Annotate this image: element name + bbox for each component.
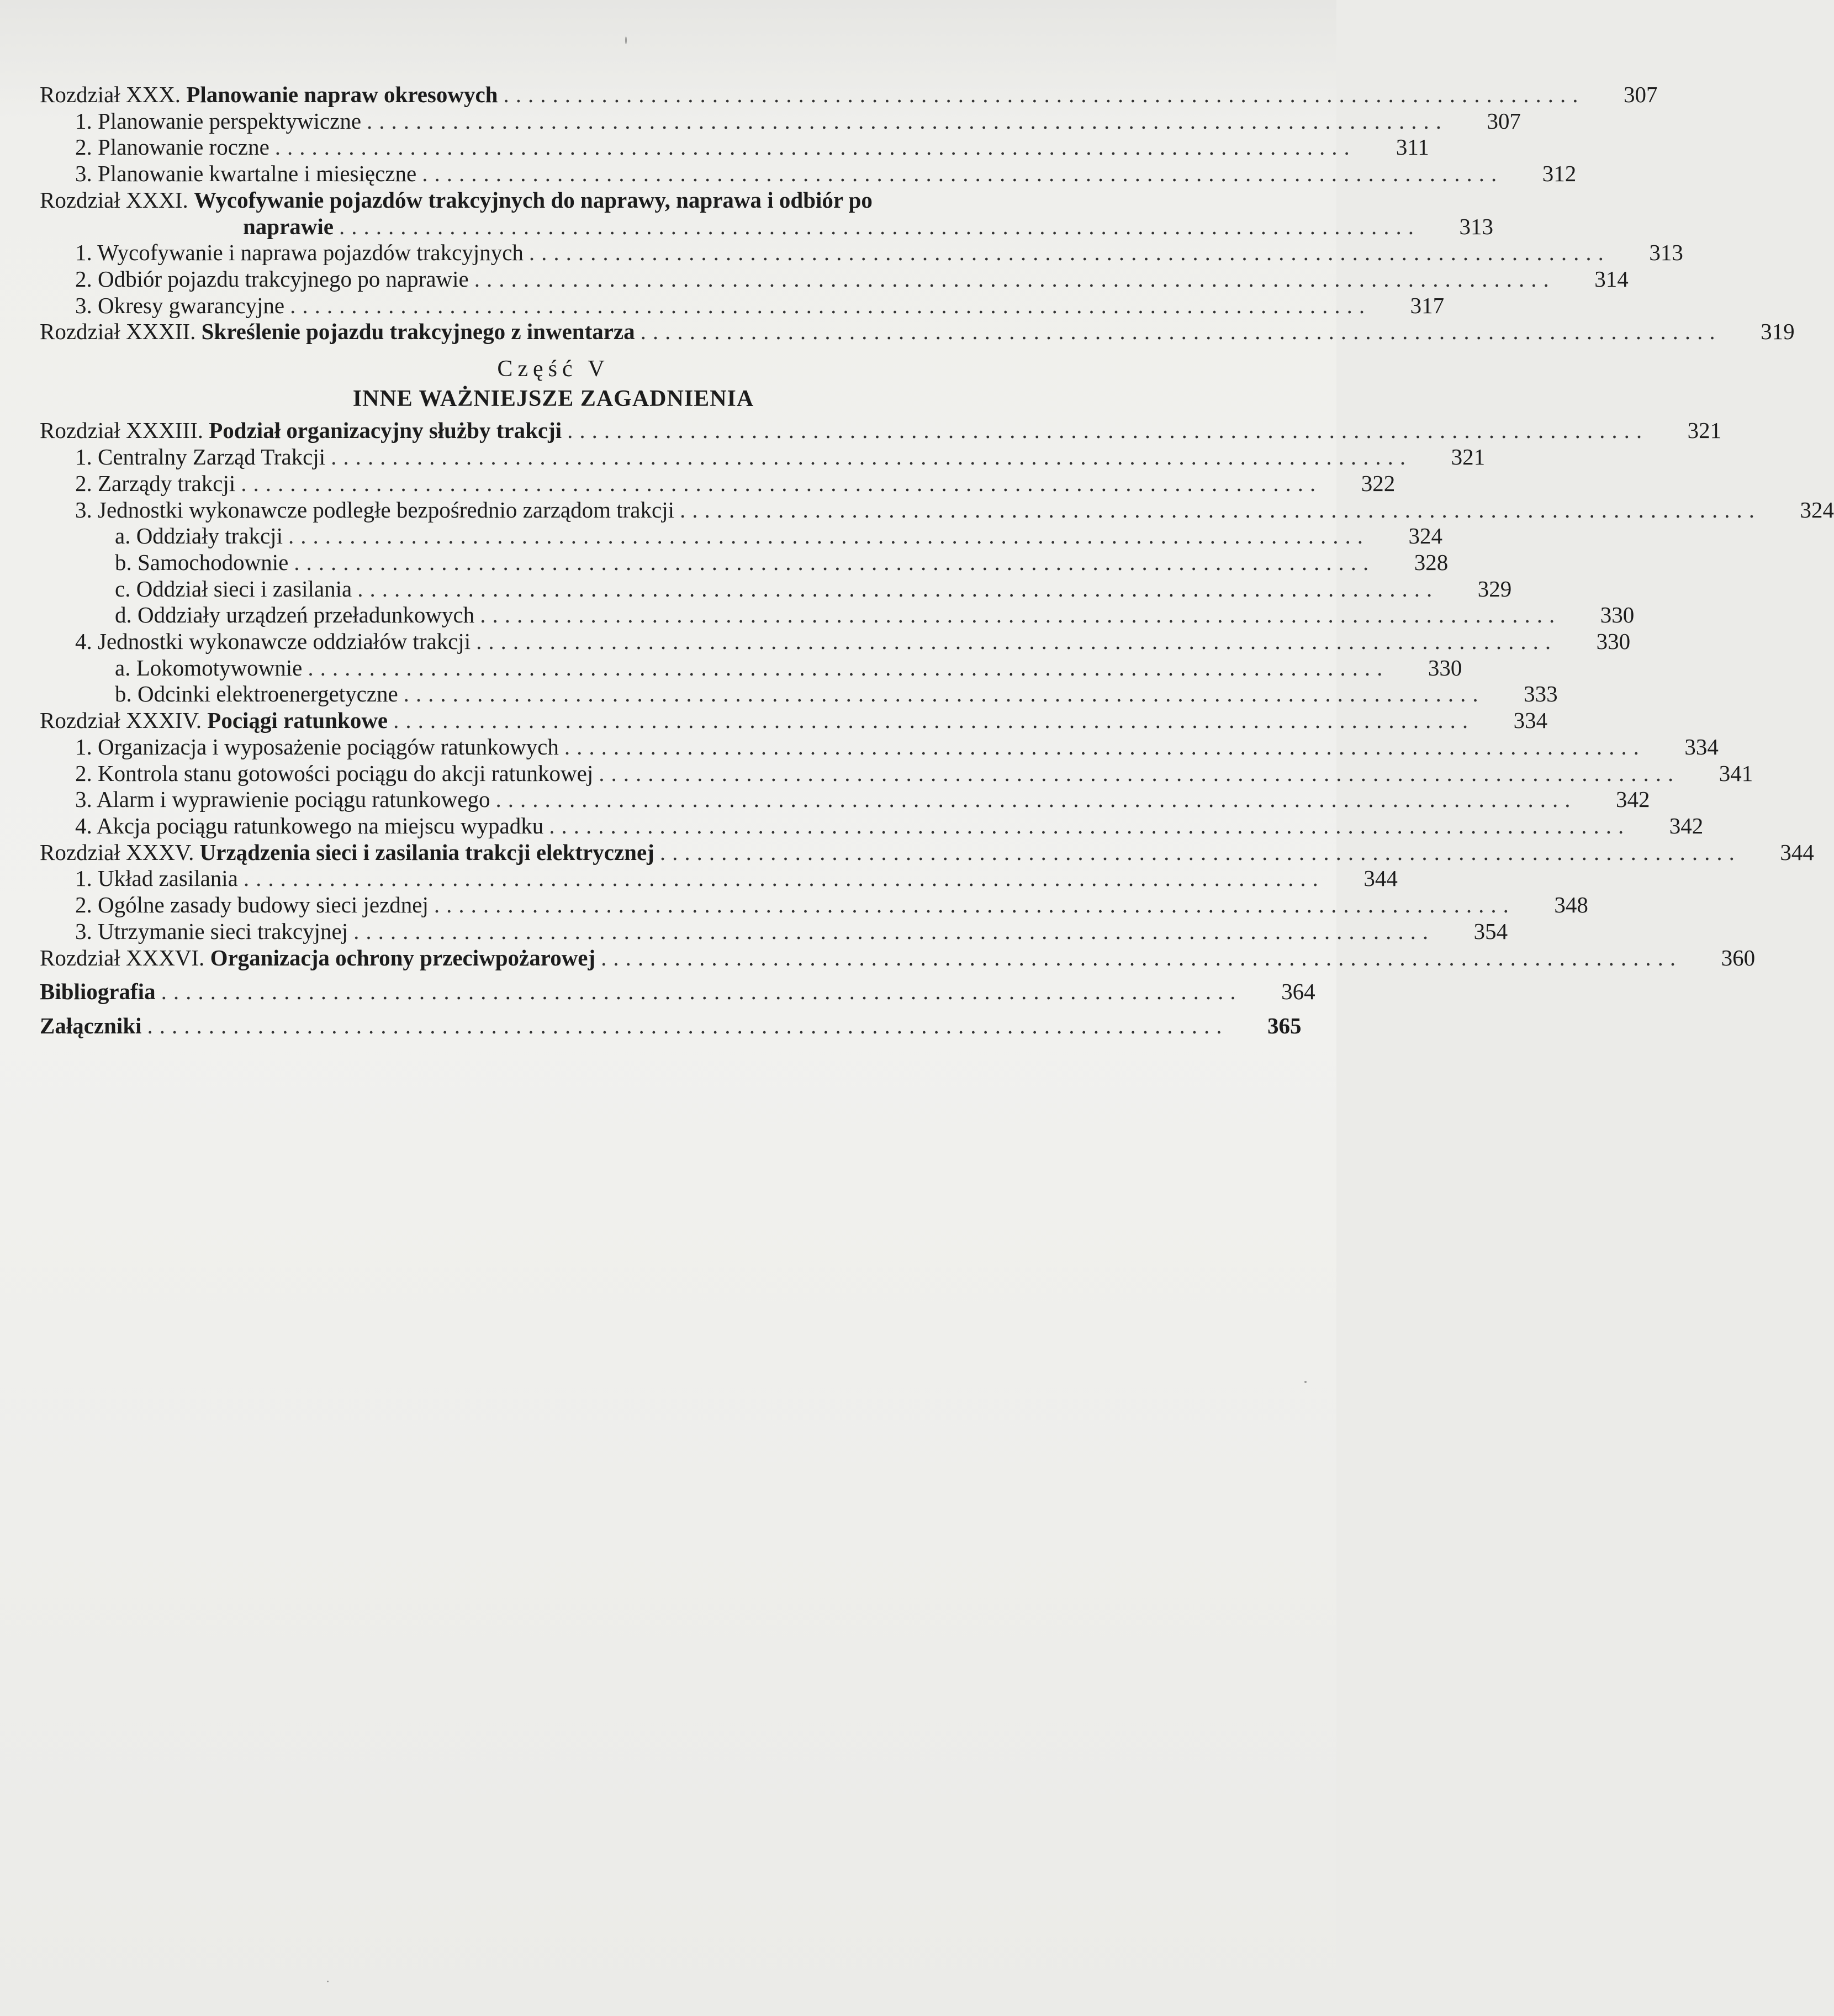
toc-entry: 3. Okresy gwarancyjne ........................................................................................ 317: [75, 292, 1445, 318]
toc-chapter-30: Rozdział XXX. Planowanie napraw okresowych ........................................................................................ 307: [40, 82, 1658, 107]
toc-entry: 1. Układ zasilania ........................................................................................ 344: [75, 865, 1398, 891]
paper-speck: [625, 36, 627, 44]
toc-subentry: b. Samochodownie ........................................................................................ 328: [115, 549, 1449, 575]
toc-entry: 4. Jednostki wykonawcze oddziałów trakcji ........................................................................................ 330: [75, 629, 1631, 655]
toc-chapter-33: Rozdział XXXIII. Podział organizacyjny służby trakcji ........................................................................................ 321: [40, 418, 1722, 444]
toc-attachments: Załączniki ........................................................................................ 365: [40, 1012, 1302, 1038]
page-number: 307: [1623, 82, 1658, 107]
toc-entry: 1. Planowanie perspektywiczne ........................................................................................ 307: [75, 108, 1521, 134]
toc-entry: 2. Zarządy trakcji ........................................................................................ 322: [75, 470, 1396, 496]
toc-subentry: c. Oddział sieci i zasilania ........................................................................................ 329: [115, 576, 1512, 601]
toc-entry: 2. Odbiór pojazdu trakcyjnego po naprawie ........................................................................................ 314: [75, 266, 1629, 292]
part-heading: Część V: [497, 356, 610, 382]
toc-entry: 1. Wycofywanie i naprawa pojazdów trakcyjnych ........................................................................................ 313: [75, 240, 1683, 266]
toc-chapter-31-continued: naprawie ........................................................................................ 313: [243, 213, 1493, 239]
toc-chapter-35: Rozdział XXXV. Urządzenia sieci i zasilania trakcji elektrycznej ........................................................................................ 344: [40, 839, 1814, 865]
toc-entry: 2. Ogólne zasady budowy sieci jezdnej ........................................................................................ 348: [75, 892, 1588, 918]
toc-entry: 3. Planowanie kwartalne i miesięczne ........................................................................................ 312: [75, 161, 1577, 187]
toc-chapter-34: Rozdział XXXIV. Pociągi ratunkowe ........................................................................................ 334: [40, 708, 1548, 733]
toc-chapter-32: Rozdział XXXII. Skreślenie pojazdu trakcyjnego z inwentarza ........................................................................................ 319: [40, 319, 1795, 345]
toc-entry: 3. Jednostki wykonawcze podległe bezpośrednio zarządom trakcji ........................................................................................ 324: [75, 497, 1834, 523]
toc-subentry: a. Lokomotywownie ........................................................................................ 330: [115, 655, 1462, 680]
toc-bibliography: Bibliografia ........................................................................................ 364: [40, 979, 1315, 1005]
toc-entry: 3. Alarm i wyprawienie pociągu ratunkowego ........................................................................................ 342: [75, 787, 1650, 812]
toc-entry: 3. Utrzymanie sieci trakcyjnej ........................................................................................ 354: [75, 918, 1508, 944]
toc-entry: 2. Kontrola stanu gotowości pociągu do akcji ratunkowej ........................................................................................ 341: [75, 760, 1753, 786]
toc-entry: 4. Akcja pociągu ratunkowego na miejscu wypadku ........................................................................................ 342: [75, 812, 1704, 838]
table-of-contents: [40, 82, 1834, 1039]
paper-speck: [327, 1981, 329, 1982]
toc-subentry: d. Oddziały urządzeń przeładunkowych ........................................................................................ 330: [115, 602, 1635, 628]
toc-chapter-31: Rozdział XXXI. Wycofywanie pojazdów trakcyjnych do naprawy, naprawa i odbiór po: [40, 187, 873, 213]
toc-entry: 1. Centralny Zarząd Trakcji ........................................................................................ 321: [75, 444, 1486, 470]
part-title: INNE WAŻNIEJSZE ZAGADNIENIA: [352, 386, 754, 411]
toc-entry: 1. Organizacja i wyposażenie pociągów ratunkowych ........................................................................................ 334: [75, 733, 1719, 759]
toc-subentry: a. Oddziały trakcji ........................................................................................ 324: [115, 523, 1442, 549]
paper-speck: [1304, 1381, 1307, 1383]
toc-chapter-36: Rozdział XXXVI. Organizacja ochrony przeciwpożarowej ........................................................................................ 360: [40, 944, 1756, 970]
toc-subentry: b. Odcinki elektroenergetyczne ........................................................................................ 333: [115, 681, 1558, 707]
toc-entry: 2. Planowanie roczne ........................................................................................ 311: [75, 134, 1429, 160]
